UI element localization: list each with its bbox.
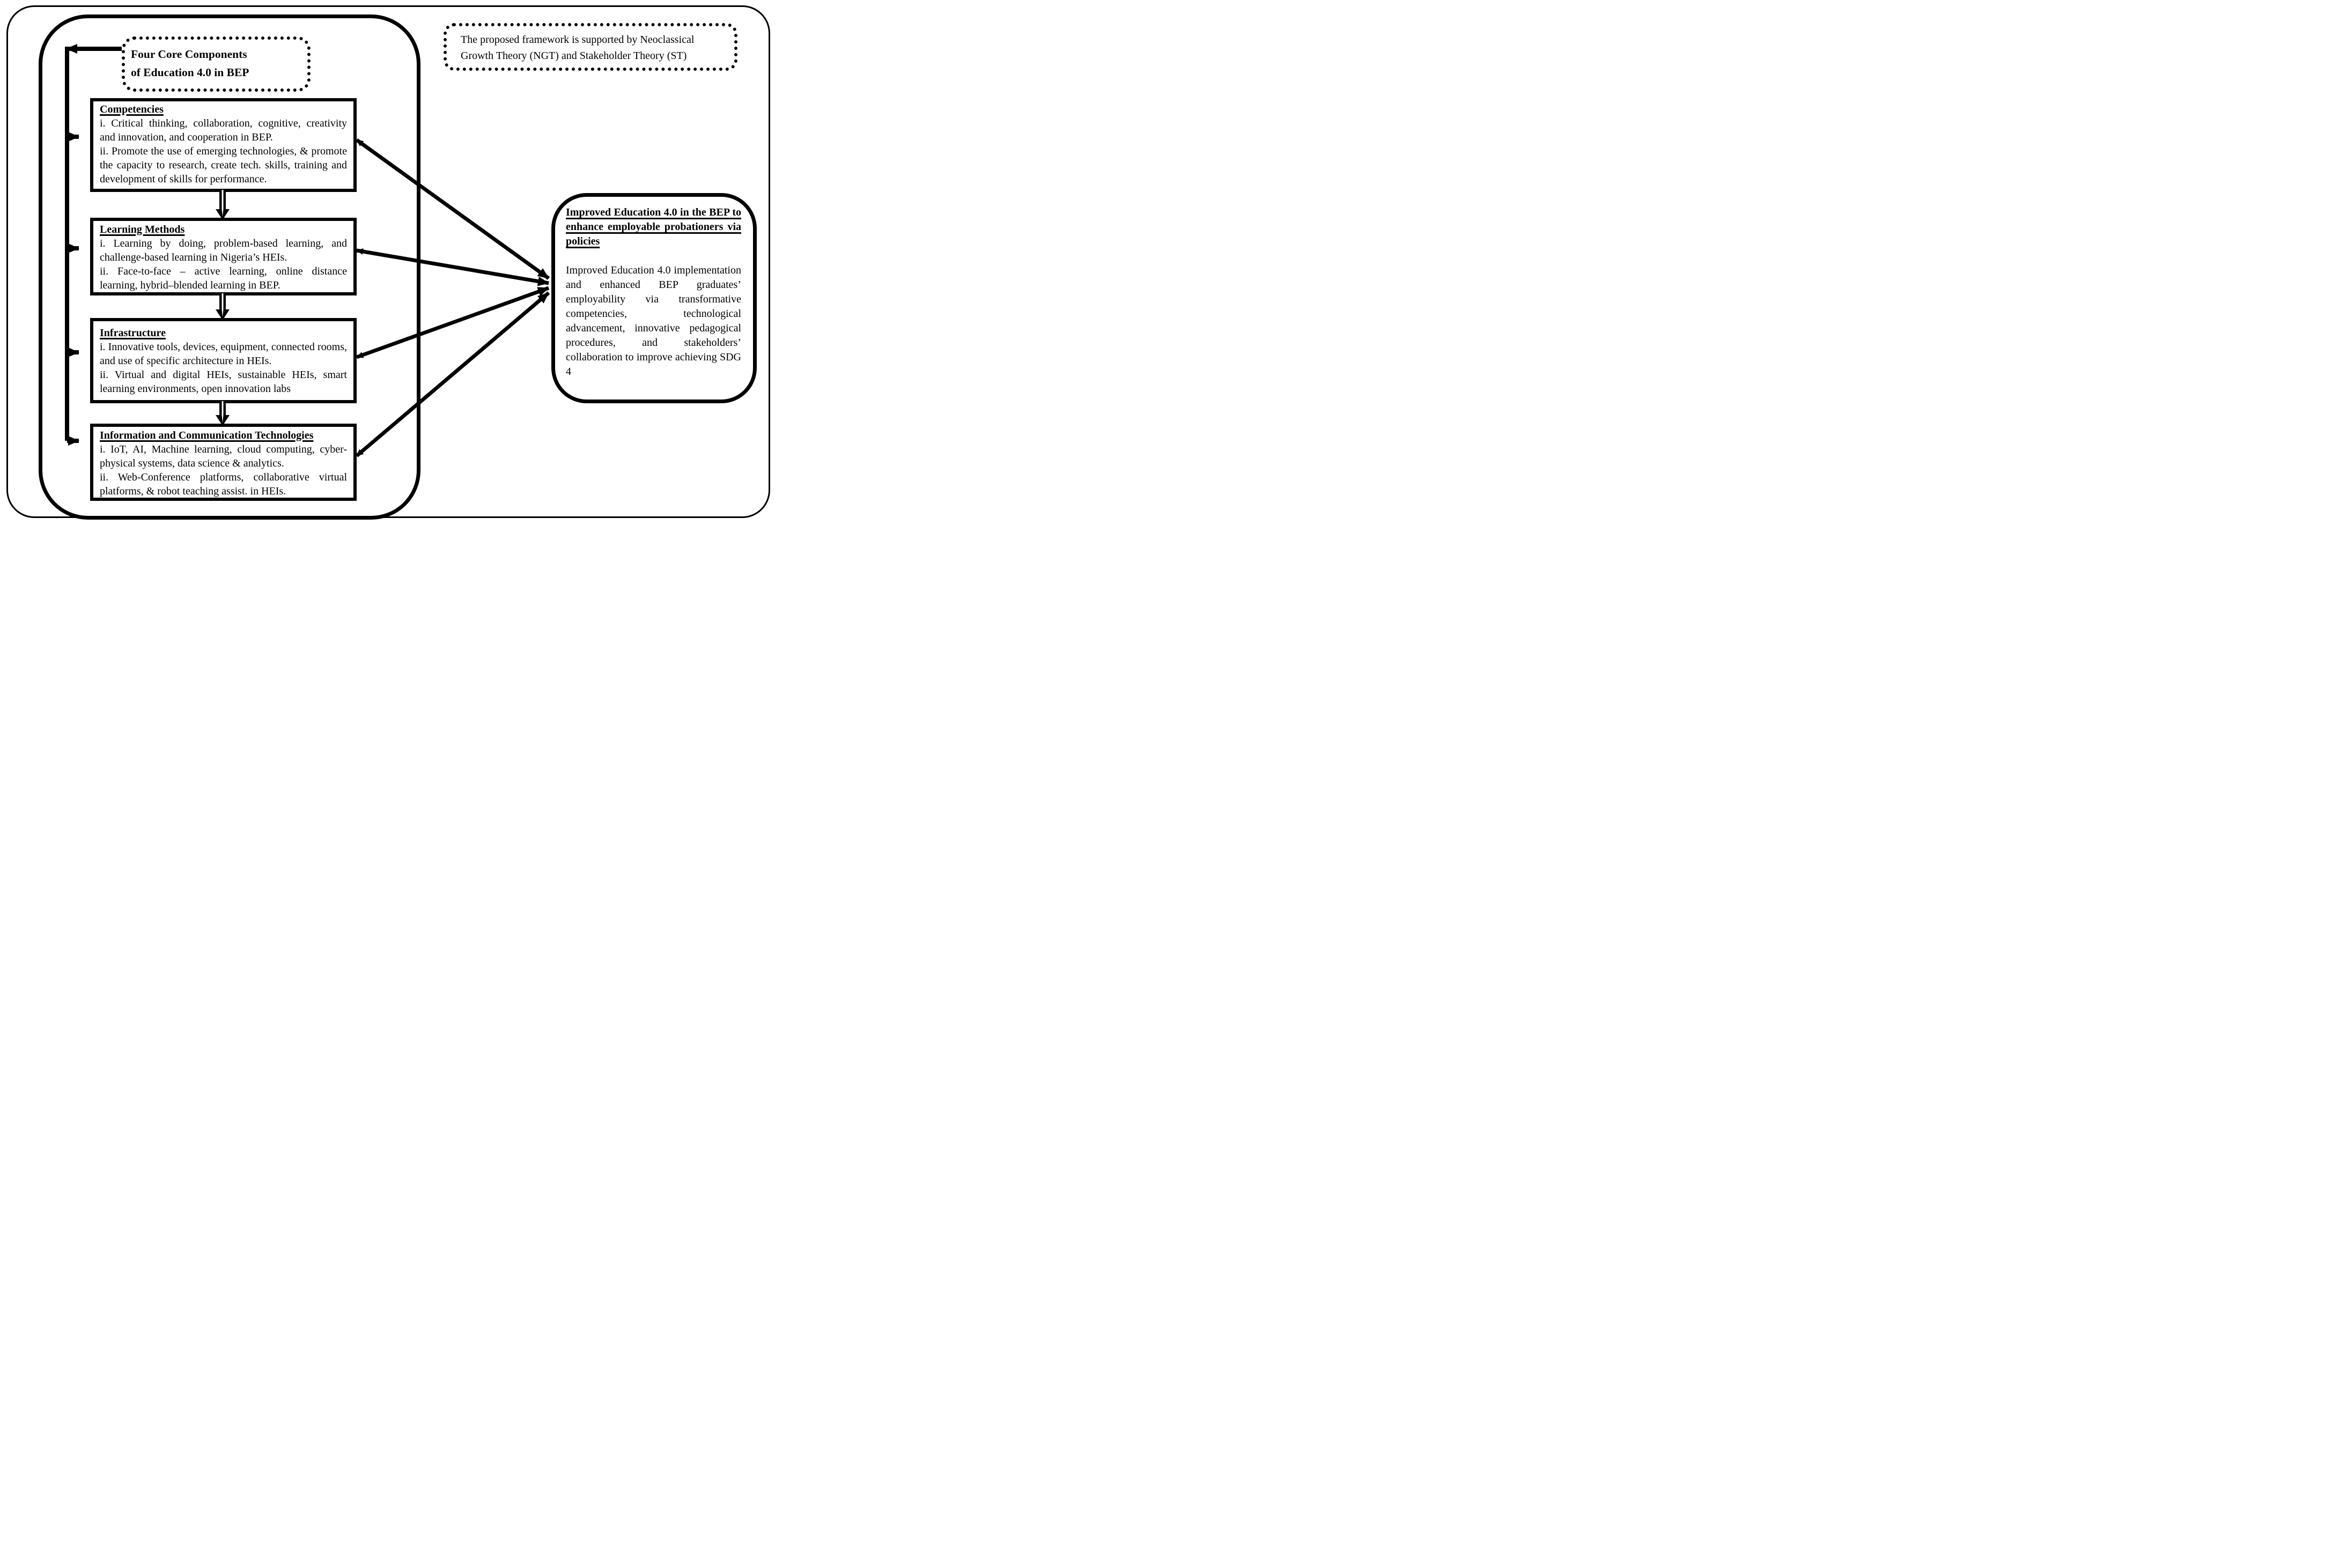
box-item-i: i. Innovative tools, devices, equipment, connected rooms, and use of specific architecture in HEIs. (100, 341, 347, 367)
title-box (122, 36, 311, 92)
box-item-i: i. Learning by doing, problem-based learning, and challenge-based learning in Nigeria’s HEIs. (100, 238, 347, 263)
component-box-ict (90, 424, 357, 501)
box-item-i: i. Critical thinking, collaboration, cognitive, creativity and innovation, and cooperation in BEP. (100, 117, 347, 143)
outcome-body: Improved Education 4.0 implementation and enhanced BEP graduates’ employability via transformative competencies, technological advancement, innovative pedagogical procedures, and stakeholders’ collaboration to improve achieving SDG 4 (566, 264, 741, 378)
outcome-box (551, 193, 757, 403)
box-title: Information and Communication Technologies (100, 430, 314, 441)
component-box-infrastructure (90, 318, 357, 403)
box-title: Infrastructure (100, 327, 166, 339)
diagram-canvas (0, 0, 775, 523)
theory-note-line-1: The proposed framework is supported by Neoclassical (461, 34, 695, 46)
box-item-ii: ii. Promote the use of emerging technologies, & promote the capacity to research, create tech. skills, training and development of skills for performance. (100, 145, 347, 185)
component-box-learning-methods (90, 218, 357, 295)
box-title: Competencies (100, 103, 164, 115)
theory-note-line-2: Growth Theory (NGT) and Stakeholder Theory (ST) (461, 50, 687, 62)
box-title: Learning Methods (100, 224, 185, 235)
box-item-ii: ii. Web-Conference platforms, collaborative virtual platforms, & robot teaching assist. in HEIs. (100, 471, 347, 497)
box-item-i: i. IoT, AI, Machine learning, cloud computing, cyber-physical systems, data science & analytics. (100, 443, 347, 469)
component-box-competencies (90, 98, 357, 192)
title-line-1: Four Core Components (131, 48, 247, 61)
box-item-ii: ii. Virtual and digital HEIs, sustainable HEIs, smart learning environments, open innovation labs (100, 369, 347, 395)
box-item-ii: ii. Face-to-face – active learning, online distance learning, hybrid–blended learning in BEP. (100, 265, 347, 291)
theory-note-box (444, 23, 737, 71)
title-line-2: of Education 4.0 in BEP (131, 66, 249, 79)
outcome-title: Improved Education 4.0 in the BEP to enhance employable probationers via policies (566, 206, 741, 247)
